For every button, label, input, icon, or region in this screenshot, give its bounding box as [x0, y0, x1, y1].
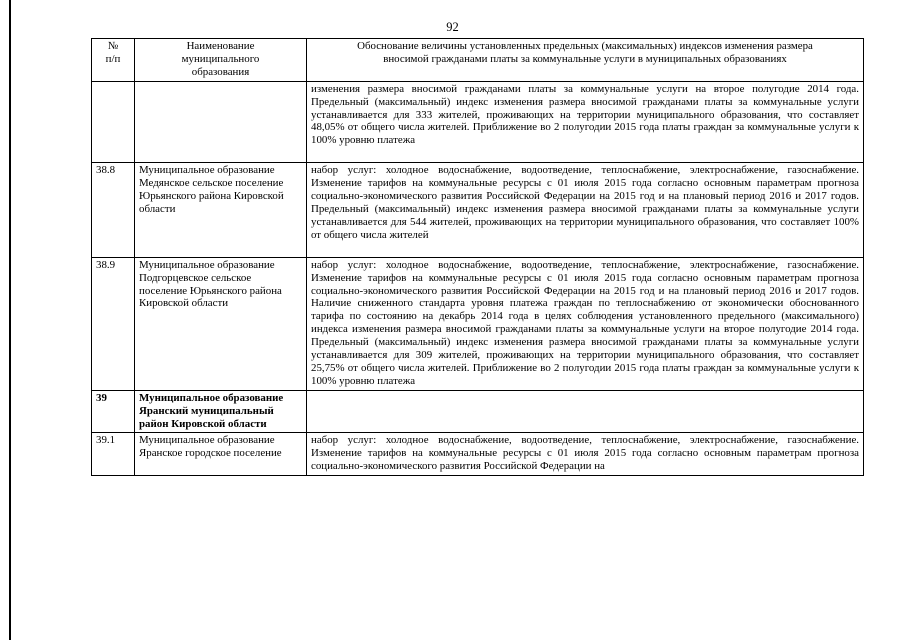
- row-justification: [307, 390, 864, 433]
- left-margin-line: [9, 0, 11, 640]
- tariff-index-table: [91, 38, 864, 476]
- row-number: 39: [92, 390, 135, 433]
- table-row-section: [92, 390, 864, 433]
- row-justification: набор услуг: холодное водоснабжение, водоотведение, теплоснабжение, электроснабжение, газоснабжение. Изменение тарифов на коммунальные ресурсы с 01 июля 2015 года согласно основным параметрам прогноза социально-экономического развития Российской Федерации на 2015 год и на плановый период 2016 и 2017 годов. Наличие сниженного стандарта уровня платежа граждан по теплоснабжению от экономически обоснованного тарифа по состоянию на декабрь 2014 года в целях соблюдения установленного предельного (максимального) индекса изменения размера вносимой гражданами платы за коммунальные услуги на второе полугодие 2014 года. Предельный (максимальный) индекс изменения размера вносимой гражданами платы за коммунальные услуги устанавливается для 309 жителей, проживающих на территории муниципального образования, что составляет 25,75% от общего числа жителей. Приближение во 2 полугодии 2015 года платы граждан за коммунальные услуги к 100% уровню платежа: [307, 257, 864, 390]
- header-number: № п/п: [92, 39, 135, 82]
- row-justification: набор услуг: холодное водоснабжение, водоотведение, теплоснабжение, электроснабжение, газоснабжение. Изменение тарифов на коммунальные ресурсы с 01 июля 2015 года согласно основным параметрам прогноза социально-экономического развития Российской Федерации на: [307, 433, 864, 476]
- header-justification: Обоснование величины установленных предельных (максимальных) индексов изменения размера вносимой гражданами платы за коммунальные услуги в муниципальных образованиях: [307, 39, 864, 82]
- row-justification: набор услуг: холодное водоснабжение, водоотведение, теплоснабжение, электроснабжение, газоснабжение. Изменение тарифов на коммунальные ресурсы с 01 июля 2015 года согласно основным параметрам прогноза социально-экономического развития Российской Федерации на 2015 год и на плановый период 2016 и 2017 годов. Предельный (максимальный) индекс изменения размера вносимой гражданами платы за коммунальные услуги устанавливается для 544 жителей, проживающих на территории муниципального образования, что составляет 100% от общего числа жителей: [307, 163, 864, 257]
- table-header-row: [92, 39, 864, 82]
- row-municipality-name: Муниципальное образование Яранское городское поселение: [135, 433, 307, 476]
- table-row: [92, 433, 864, 476]
- table-row: [92, 163, 864, 257]
- row-municipality-name: [135, 81, 307, 163]
- table-row: [92, 257, 864, 390]
- row-number: 39.1: [92, 433, 135, 476]
- row-justification: изменения размера вносимой гражданами платы за коммунальные услуги на второе полугодие 2014 года. Предельный (максимальный) индекс изменения размера вносимой гражданами платы за коммунальные услуги устанавливается для 333 жителей, проживающих на территории муниципального образования, что составляет 48,05% от общего числа жителей. Приближение во 2 полугодии 2015 года платы граждан за коммунальные услуги к 100% уровню платежа: [307, 81, 864, 163]
- row-municipality-name: Муниципальное образование Медянское сельское поселение Юрьянского района Кировской области: [135, 163, 307, 257]
- page-number: 92: [446, 20, 459, 34]
- row-municipality-name: Муниципальное образование Яранский муниципальный район Кировской области: [135, 390, 307, 433]
- row-municipality-name: Муниципальное образование Подгорцевское сельское поселение Юрьянского района Кировской области: [135, 257, 307, 390]
- table-row: [92, 81, 864, 163]
- row-number: [92, 81, 135, 163]
- header-municipality-name: Наименование муниципального образования: [135, 39, 307, 82]
- row-number: 38.8: [92, 163, 135, 257]
- row-number: 38.9: [92, 257, 135, 390]
